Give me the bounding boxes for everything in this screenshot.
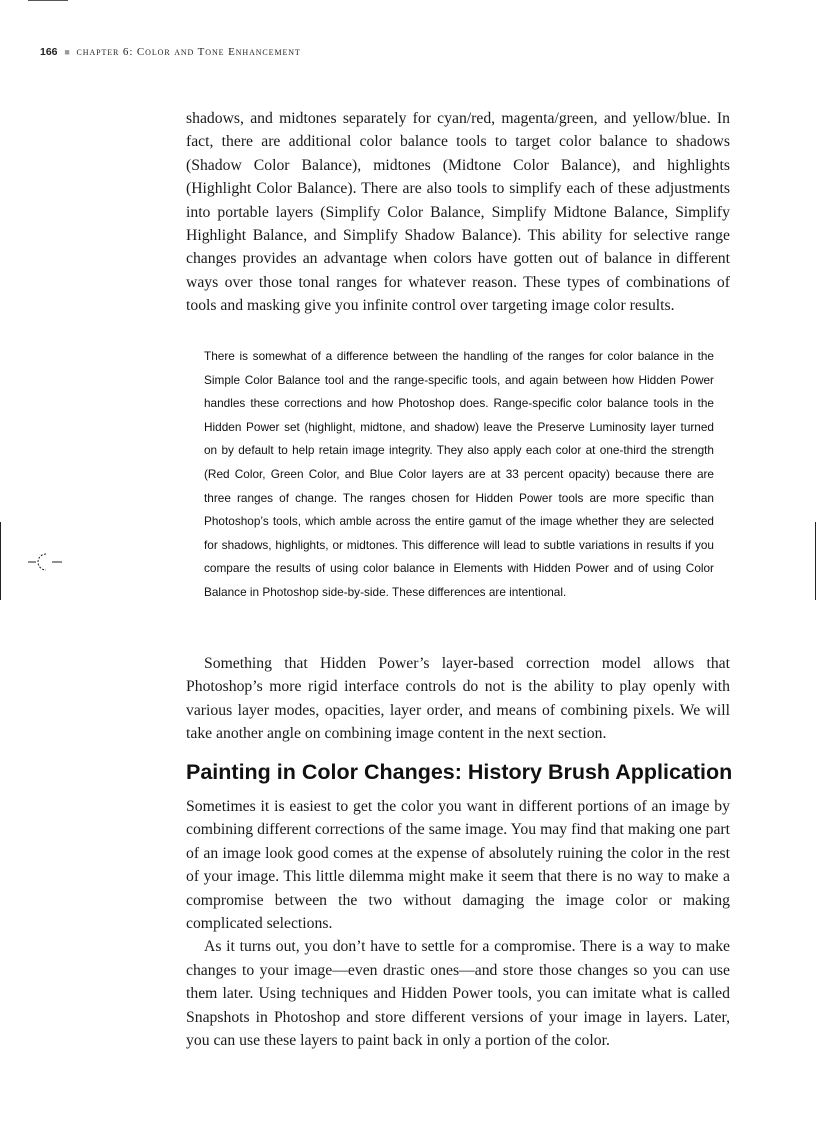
body-text-block-1 [186,107,730,318]
section-heading: Painting in Color Changes: History Brush Application [186,760,733,784]
note-block [204,345,714,605]
running-header [40,46,301,58]
section-paragraph: As it turns out, you don’t have to settle for a compromise. There is a way to make changes to your image—even drastic ones—and store those changes so you can use them later. Using techniques and Hidden Power tools, you can imitate what is called Snapshots in Photoshop and store different versions of your image in layers. Later, you can use these layers to paint back in only a portion of the color. [186,938,730,1050]
registration-mark-icon [28,552,68,572]
header-separator-icon: ■ [64,47,70,57]
note-paragraph: There is somewhat of a difference between the handling of the ranges for color balance in the Simple Color Balance tool and the range-specific tools, and again between how Hidden Power handles these corrections and how Photoshop does. Range-specific color balance tools in the Hidden Power set (highlight, midtone, and shadow) leave the Preserve Luminosity layer turned on by default to help retain image integrity. They also apply each color at one-third the strength (Red Color, Green Color, and Blue Color layers are at 33 percent opacity) because there are three ranges of change. The ranges chosen for Hidden Power tools are more specific than Photoshop’s tools, which amble across the entire gamut of the image whether they are selected for shadows, highlights, or midtones. This difference will lead to subtle variations in results if you compare the results of using color balance in Elements with Hidden Power and of using Color Balance in Photoshop side-by-side. These differences are intentional. [204,349,714,599]
section-text-block [186,795,730,1052]
registration-line-left [0,522,1,600]
chapter-title: chapter 6: Color and Tone Enhancement [76,46,301,58]
crop-mark-top [28,0,68,1]
body-text-block-2 [186,652,730,746]
body-paragraph: shadows, and midtones separately for cyan/red, magenta/green, and yellow/blue. In fact, there are additional color balance tools to target color balance to shadows (Shadow Color Balance), midtones (Midtone Color Balance), and highlights (Highlight Color Balance). There are also tools to simplify each of these adjustments into portable layers (Simplify Color Balance, Simplify Midtone Balance, Simplify Highlight Balance, and Simplify Shadow Balance). This ability for selective range changes provides an advantage when colors have gotten out of balance in different ways over those tonal ranges for whatever reason. These types of combinations of tools and masking give you infinite control over targeting image color results. [186,110,730,315]
body-paragraph: Something that Hidden Power’s layer-based correction model allows that Photoshop’s more rigid interface controls do not is the ability to play openly with various layer modes, opacities, layer order, and means of combining pixels. We will take another angle on combining image content in the next section. [186,655,730,743]
section-paragraph: Sometimes it is easiest to get the color you want in different portions of an image by combining different corrections of the same image. You may find that making one part of an image look good comes at the expense of absolutely ruining the color in the rest of your image. This little dilemma might make it seem that there is no way to make a compromise between the two without damaging the image color or making complicated selections. [186,798,730,933]
page-number: 166 [40,46,58,58]
